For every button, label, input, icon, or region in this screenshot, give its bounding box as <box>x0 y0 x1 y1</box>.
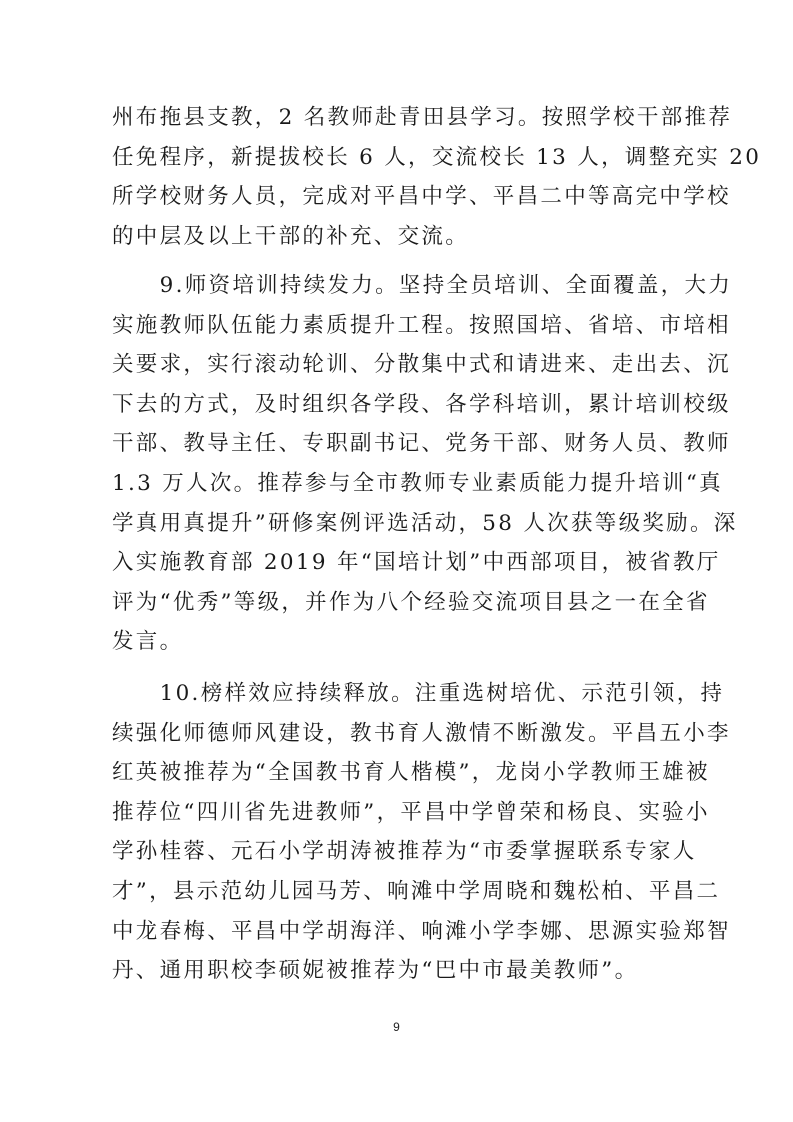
page-number: 9 <box>393 1020 400 1034</box>
text-line: 红英被推荐为“全国教书育人楷模”，龙岗小学教师王雄被 <box>112 760 710 786</box>
text-line: 实施教师队伍能力素质提升工程。按照国培、省培、市培相 <box>112 312 731 338</box>
paragraph-10 <box>112 674 731 991</box>
text-line: 10.榜样效应持续释放。注重选树培优、示范引领，持 <box>112 681 725 706</box>
text-line: 所学校财务人员，完成对平昌中学、平昌二中等高完中学校 <box>112 184 731 210</box>
text-line: 评为“优秀”等级，并作为八个经验交流项目县之一在全省 <box>112 589 710 615</box>
text-line: 才”，县示范幼儿园马芳、响滩中学周晓和魏松柏、平昌二 <box>112 878 721 904</box>
text-line: 学真用真提升”研修案例评选活动，58 人次获等级奖励。深 <box>112 510 738 536</box>
text-line: 任免程序，新提拔校长 6 人，交流校长 13 人，调整充实 20 <box>112 144 762 170</box>
text-line: 下去的方式，及时组织各学段、各学科培训，累计培训校级 <box>112 391 731 417</box>
text-line: 发言。 <box>112 629 184 655</box>
text-line: 9.师资培训持续发力。坚持全员培训、全面覆盖，大力 <box>112 273 733 298</box>
text-line: 中龙春梅、平昌中学胡海洋、响滩小学李娜、思源实验郑智 <box>112 918 731 944</box>
text-line: 学孙桂蓉、元石小学胡涛被推荐为“市委掌握联系专家人 <box>112 839 697 865</box>
text-line: 丹、通用职校李硕妮被推荐为“巴中市最美教师”。 <box>112 958 639 984</box>
text-line: 关要求，实行滚动轮训、分散集中式和请进来、走出去、沉 <box>112 352 731 378</box>
text-line: 入实施教育部 2019 年“国培计划”中西部项目，被省教厅 <box>112 550 721 576</box>
text-line: 续强化师德师风建设，教书育人激情不断激发。平昌五小李 <box>112 720 731 746</box>
text-line: 州布拖县支教，2 名教师赴青田县学习。按照学校干部推荐 <box>112 105 733 130</box>
text-line: 推荐位“四川省先进教师”，平昌中学曾荣和杨良、实验小 <box>112 799 710 825</box>
paragraph-9 <box>112 266 738 662</box>
text-line: 干部、教导主任、专职副书记、党务干部、财务人员、教师 <box>112 431 731 457</box>
text-line: 1.3 万人次。推荐参与全市教师专业素质能力提升培训“真 <box>112 470 723 496</box>
text-line: 的中层及以上干部的补充、交流。 <box>112 223 470 249</box>
paragraph-continued <box>112 98 762 256</box>
